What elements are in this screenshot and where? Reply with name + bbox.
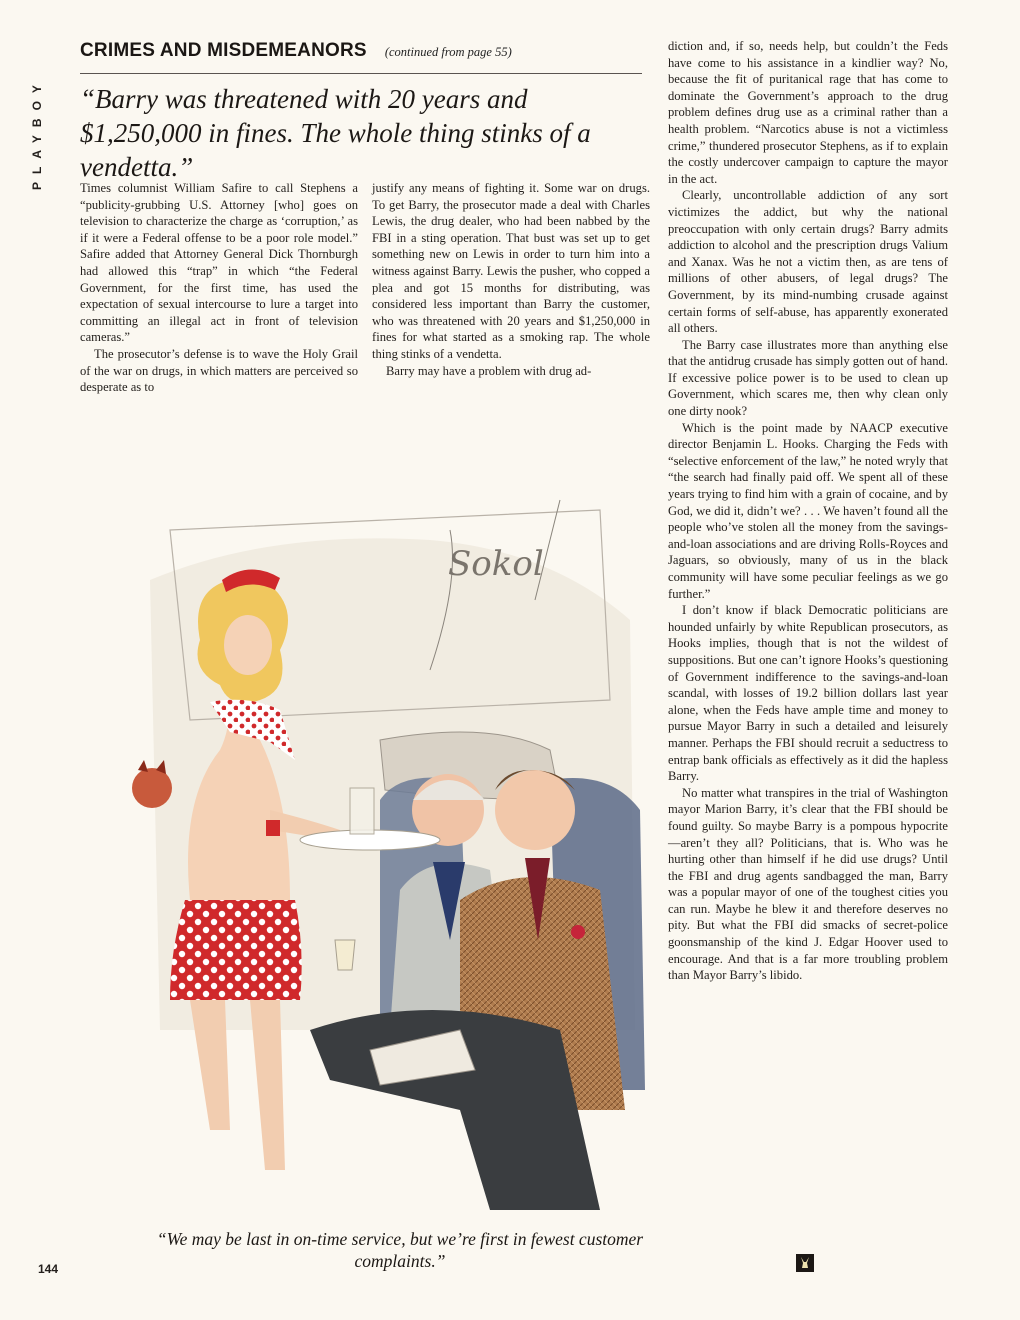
- paragraph: justify any means of fighting it. Some war on drugs. To get Barry, the prosecutor made a deal with Charles Lewis, the drug dealer, who had been nabbed by the FBI in a sting operation. That bust was set up to get something new on Lewis in order to turn him into a witness against Barry. Lewis the pusher, who copped a plea and got 15 months for distributing, was considered less important than Barry the customer, who was threatened with 20 years and $1,250,000 in fines for what started as a smoking rap. The whole thing stinks of a vendetta.: [372, 181, 650, 361]
- pull-quote: “Barry was threatened with 20 years and $1,250,000 in fines. The whole thing stinks of a vendetta.”: [80, 84, 591, 182]
- paragraph: Barry may have a problem with drug ad-: [386, 363, 592, 378]
- paragraph: I don’t know if black Democratic politicians are hounded unfairly by white Republican prosecutors, as Hooks implies, though that is not the wildest of suppositions. But one can’t ignore Hooks’s questioning of Government indifference to the savings-and-loan scandal, with losses of 19.2 billion dollars last year alone, when the Feds have ample time and money to pursue Mayor Barry in such a detailed and leisurely manner. Perhaps the FBI should recruit a seductress to entrap bank officials as effectively as it did the hapless Barry.: [668, 603, 948, 784]
- text-column-2: [372, 180, 650, 379]
- paragraph: Times columnist William Safire to call Stephens a “publicity-grubbing U.S. Attorney [who] goes on television to characterize the charge as ‘corruption,’ as if it were a Federal offense to be a poor role model.” Safire added that Attorney General Dick Thornburgh had allowed this “trap” in which “the Federal Government, for the first time, has used the expectation of sexual intercourse to lure a target into committing an illegal act in front of television cameras.”: [80, 181, 358, 345]
- cartoon-illustration: [130, 470, 650, 1225]
- paragraph: Clearly, uncontrollable addiction of any sort victimizes the addict, but why the national preoccupation with only certain drugs? Barry admits addiction to alcohol and the prescription drugs Valium and Xanax. Was he not a victim then, as are tens of millions of other abusers, of legal drugs? The Government, by its mind-numbing crusade against certain forms of self-abuse, has apparently exonerated all others.: [668, 188, 948, 336]
- page-number: 144: [38, 1262, 59, 1276]
- paragraph: diction and, if so, needs help, but couldn’t the Feds have come to his assistance in a kindlier way? No, because the fit of puritanical rage that has come to dominate the Government’s approach to the drug problem defines drug use as a criminal rather than a health problem. “Narcotics abuse is not a victimless crime,” thundered prosecutor Stephens, as if to explain the costly undercover campaign to capture the mayor in the act.: [668, 39, 948, 186]
- paragraph: The Barry case illustrates more than anything else that the antidrug crusade has simply gotten out of hand. If excessive police power is to be used to clean up Government, which scares me, then why clean only one dirty nook?: [668, 337, 948, 419]
- section-title: CRIMES AND MISDEMEANORS: [80, 40, 367, 61]
- cartoon-caption: “We may be last in on-time service, but we’re first in fewest customer complaints.”: [156, 1229, 644, 1271]
- text-column-1: [80, 180, 358, 396]
- continued-note: (continued from page 55): [384, 45, 512, 59]
- header-rule: [80, 73, 642, 74]
- magazine-name-vertical: PLAYBOY: [30, 77, 44, 190]
- paragraph: The prosecutor’s defense is to wave the Holy Grail of the war on drugs, in which matters are perceived so desperate as to: [80, 346, 358, 395]
- section-header: [80, 40, 640, 70]
- text-column-3: [668, 38, 948, 984]
- paragraph: Which is the point made by NAACP executive director Benjamin L. Hooks. Charging the Feds with “selective enforcement of the law,” he noted wryly that “the search had finally paid off. We spent all of these years trying to find him with a grain of cocaine, and by God, we did it, didn’t we? . . . We haven’t found all the people who’ve stolen all the money from the savings-and-loan associations and are driving Rolls-Royces and Jaguars, so obviously, many of us in the black community will have some peculiar feelings as we go further.”: [668, 420, 948, 601]
- paragraph: No matter what transpires in the trial of Washington mayor Marion Barry, it’s clear that the FBI should be found guilty. So maybe Barry is a pompous hypocrite—aren’t they all? Politicians, that is. Who was he hurting other than himself if he did use drugs? Until the FBI and drug agents sandbagged the man, Barry was a popular mayor of one of the toughest cities you can run. Maybe he blew it and therefore deserves no pity. But what the FBI did smacks of secret-police goonsmanship of the kind J. Edgar Hoover used to encourage. And that is a far more troubling problem than Mayor Barry’s libido.: [668, 785, 948, 983]
- artist-signature: Sokol: [448, 544, 544, 584]
- rabbit-head-end-mark-icon: [796, 1254, 814, 1272]
